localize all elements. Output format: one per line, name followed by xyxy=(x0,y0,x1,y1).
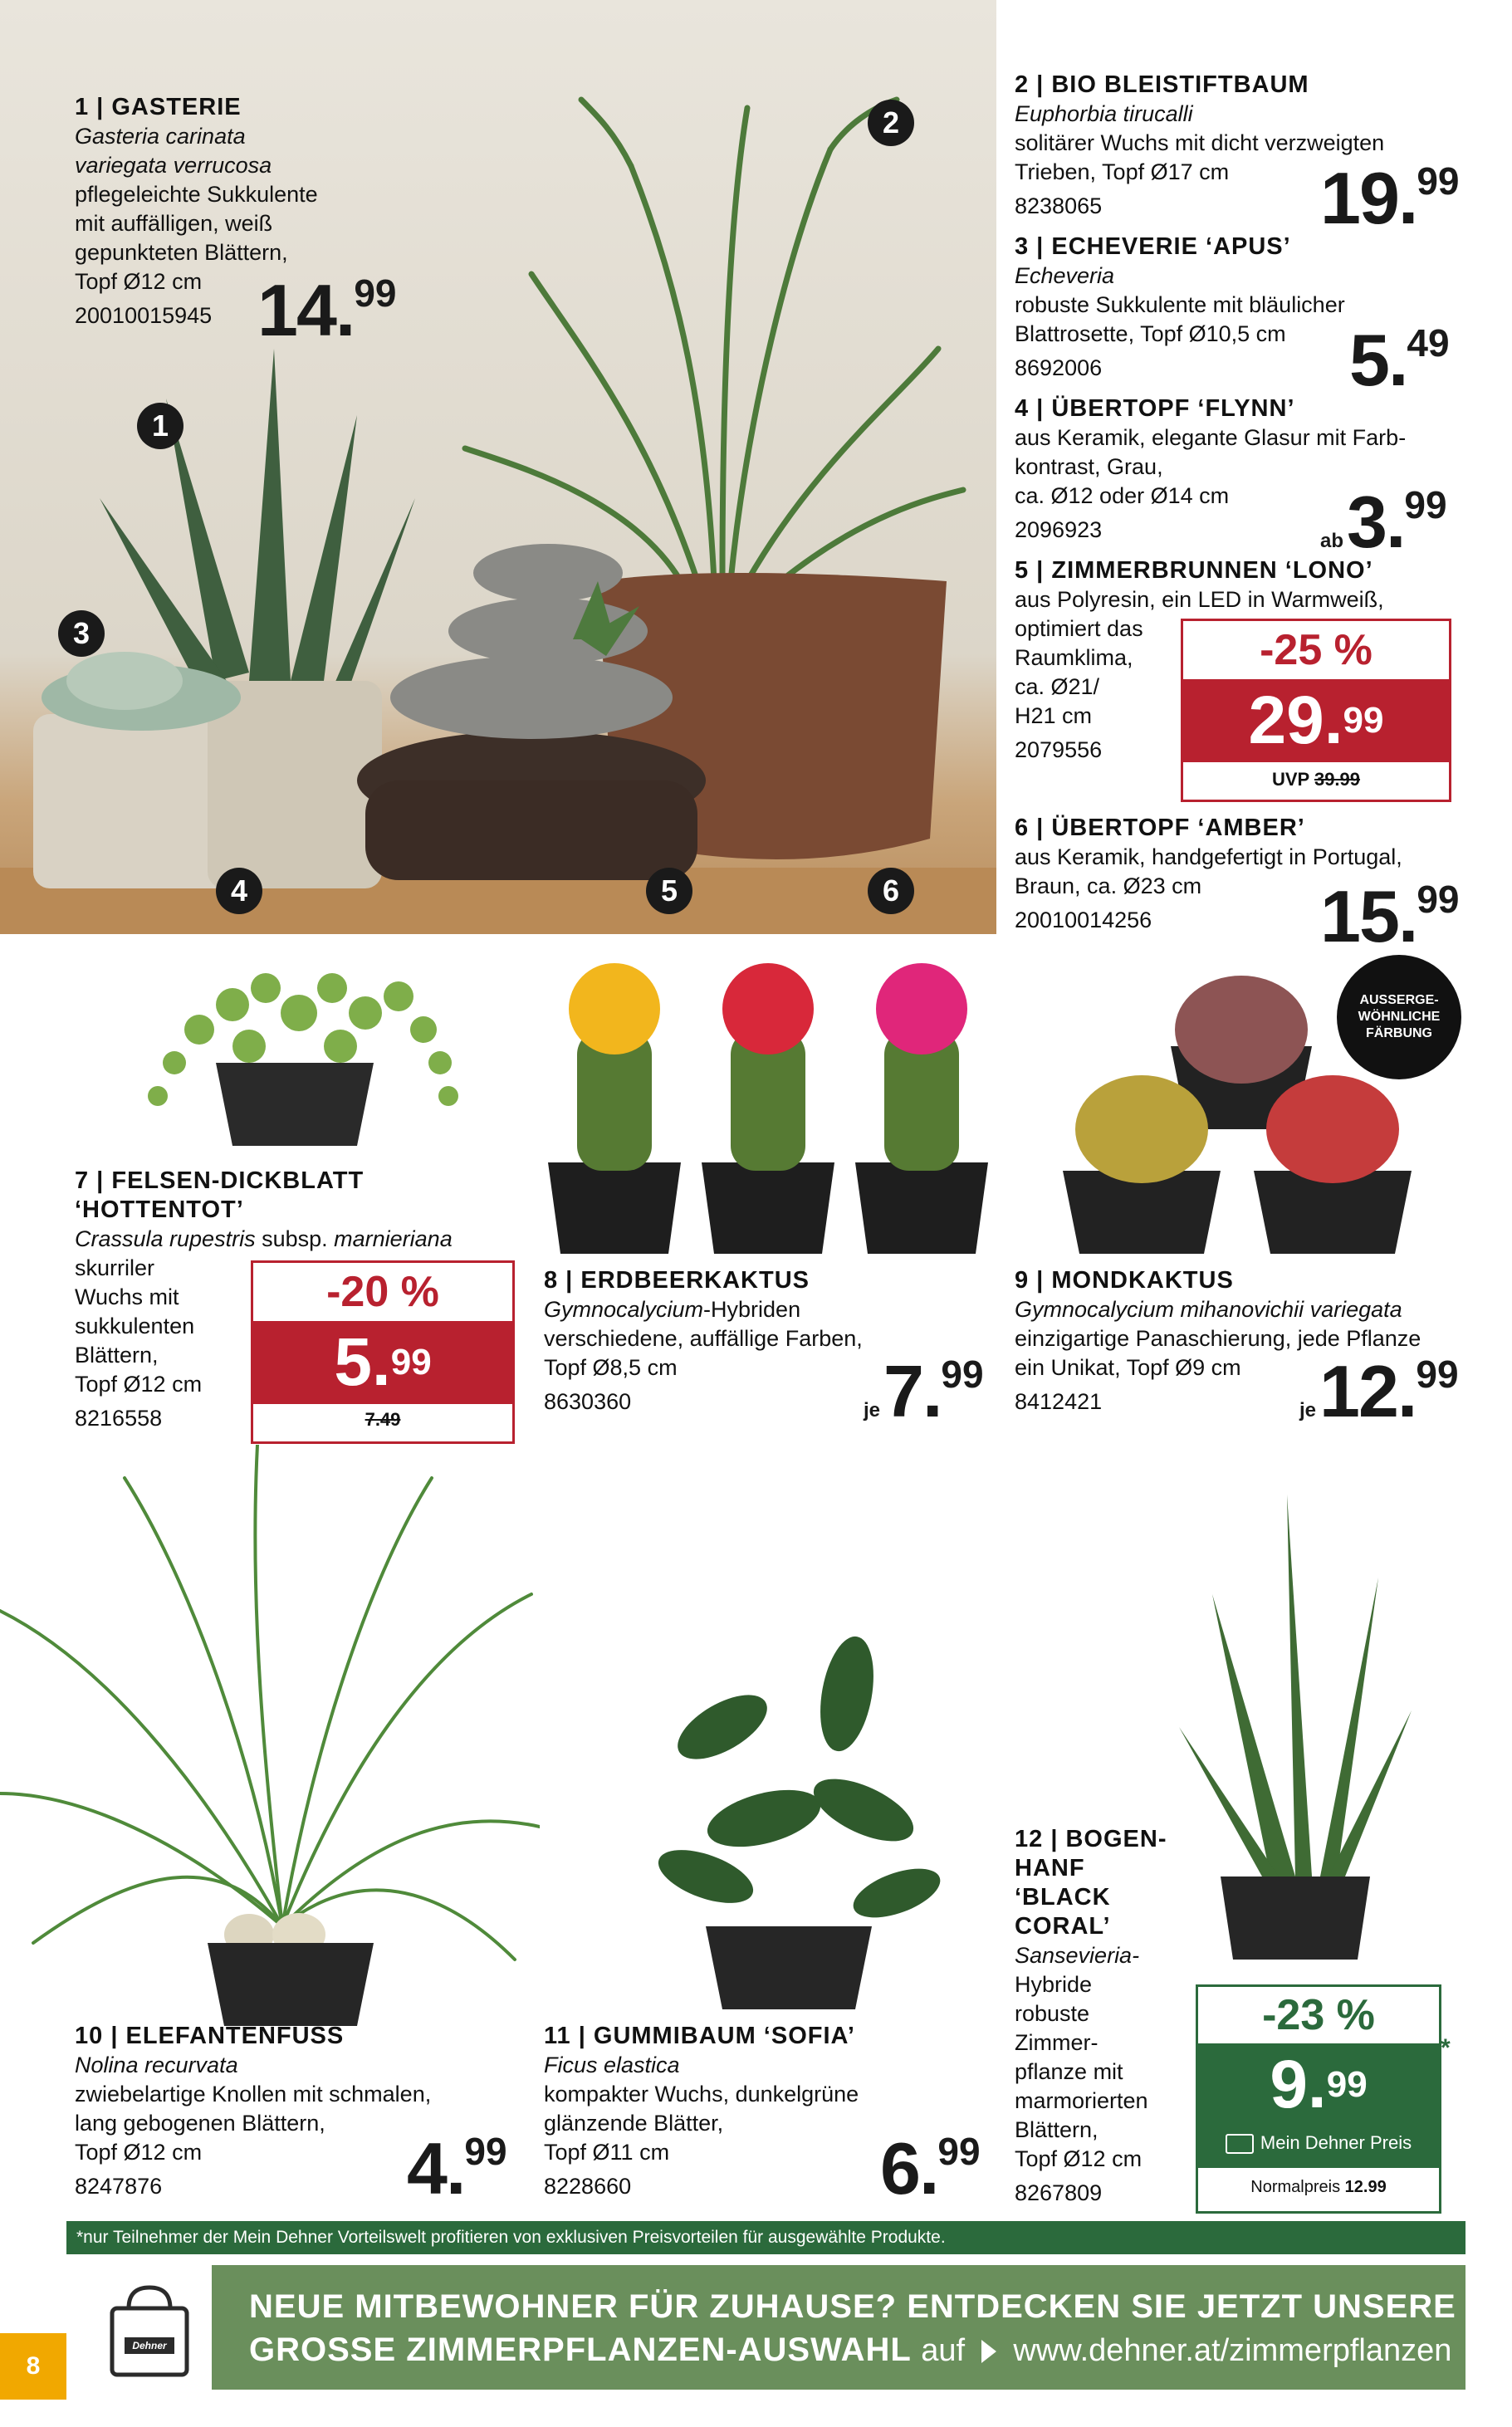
product-latin: Gymnocalycium mihanovichii variegata xyxy=(1015,1297,1402,1322)
product-desc: aus Keramik, handgefertigt in Portugal, xyxy=(1015,844,1402,869)
product-article: 20010014256 xyxy=(1015,908,1152,932)
product-desc: solitärer Wuchs mit dicht verzweigten xyxy=(1015,130,1385,155)
footnote: *nur Teilnehmer der Mein Dehner Vorteilswelt profitieren von exklusiven Preisvorteilen für ausgewählte Produkte. xyxy=(66,2221,1466,2254)
product-title: HANF xyxy=(1015,1855,1085,1881)
product-desc: robuste xyxy=(1015,2001,1090,2026)
product-desc: Topf Ø12 cm xyxy=(1015,2146,1143,2171)
product-desc: Topf Ø12 cm xyxy=(75,2140,203,2165)
photo-crassula xyxy=(125,938,473,1154)
product-desc: skurriler xyxy=(75,1255,155,1280)
product-latin: Echeveria xyxy=(1015,263,1115,288)
product-desc: kompakter Wuchs, dunkelgrüne xyxy=(544,2082,859,2106)
product-desc: Raumklima, xyxy=(1015,645,1133,670)
product-2-price: 19.99 xyxy=(1320,157,1460,239)
product-latin: Gasteria carinata xyxy=(75,124,246,149)
product-title: 8 | ERDBEERKAKTUS xyxy=(544,1267,810,1294)
product-desc: Wuchs mit xyxy=(75,1284,179,1309)
product-11-price: 6.99 xyxy=(880,2127,981,2209)
member-price: 9.99 Mein Dehner Preis xyxy=(1198,2043,1439,2168)
product-title: 12 | BOGEN- xyxy=(1015,1826,1167,1852)
product-12-member-price-box xyxy=(1196,1984,1441,2214)
product-desc: lang gebogenen Blättern, xyxy=(75,2111,325,2136)
product-9-price: je12.99 xyxy=(1299,1350,1459,1432)
member-label: Mein Dehner Preis xyxy=(1198,2126,1439,2160)
product-4-price: ab3.99 xyxy=(1320,481,1447,563)
product-title: 4 | ÜBERTOPF ‘FLYNN’ xyxy=(1015,395,1295,422)
discount-price: 5.99 xyxy=(253,1321,512,1404)
product-title: 6 | ÜBERTOPF ‘AMBER’ xyxy=(1015,815,1305,841)
product-desc: kontrast, Grau, xyxy=(1015,454,1163,479)
product-desc: gepunkteten Blättern, xyxy=(75,240,288,265)
discount-percent: -20 % xyxy=(326,1268,439,1316)
hero-badge-1: 1 xyxy=(137,403,183,449)
product-article: 8238065 xyxy=(1015,193,1103,218)
product-desc: pflanze mit xyxy=(1015,2059,1123,2084)
product-latin-line: Gymnocalycium-Hybriden xyxy=(544,1297,801,1322)
product-desc: H21 cm xyxy=(1015,703,1093,728)
hero-badge-6: 6 xyxy=(868,868,914,914)
normal-price: Normalpreis 12.99 xyxy=(1250,2178,1387,2196)
product-3-price: 5.49 xyxy=(1349,319,1450,401)
product-desc: verschiedene, auffällige Farben, xyxy=(544,1326,863,1351)
photo-nolina xyxy=(0,1445,540,2026)
product-8-price: je7.99 xyxy=(864,1350,984,1432)
product-title: ‘HOTTENTOT’ xyxy=(75,1196,244,1223)
product-7-discount-box xyxy=(251,1260,515,1444)
product-title: 7 | FELSEN-DICKBLATT xyxy=(75,1167,365,1194)
product-title: ‘BLACK xyxy=(1015,1884,1111,1911)
discount-price: 29.99 xyxy=(1183,679,1449,762)
product-desc: ca. Ø21/ xyxy=(1015,674,1100,699)
product-article: 8228660 xyxy=(544,2174,632,2199)
dehner-logo: Dehner xyxy=(132,2340,167,2351)
product-desc: optimiert das xyxy=(1015,616,1143,641)
product-article: 8692006 xyxy=(1015,355,1103,380)
product-desc: aus Polyresin, ein LED in Warmweiß, xyxy=(1015,587,1384,612)
product-desc: mit auffälligen, weiß xyxy=(75,211,273,236)
product-article: 8216558 xyxy=(75,1406,163,1431)
product-desc: ein Unikat, Topf Ø9 cm xyxy=(1015,1355,1241,1380)
product-article: 2096923 xyxy=(1015,517,1103,542)
product-latin: Nolina recurvata xyxy=(75,2053,238,2077)
arrow-right-icon xyxy=(981,2340,996,2363)
product-desc: zwiebelartige Knollen mit schmalen, xyxy=(75,2082,432,2106)
product-title: 1 | GASTERIE xyxy=(75,94,242,120)
product-1-price: 14.99 xyxy=(257,269,397,351)
product-title: 9 | MONDKAKTUS xyxy=(1015,1267,1234,1294)
uvp-line: UVP 39.99 xyxy=(1271,769,1361,790)
hero-badge-5: 5 xyxy=(646,868,692,914)
hero-badge-4: 4 xyxy=(216,868,262,914)
product-6-price: 15.99 xyxy=(1320,875,1460,957)
product-desc: Topf Ø12 cm xyxy=(75,269,203,294)
product-article: 2079556 xyxy=(1015,737,1103,762)
product-title: 10 | ELEFANTENFUSS xyxy=(75,2023,345,2049)
product-desc: Topf Ø12 cm xyxy=(75,1372,203,1397)
hero-badge-2: 2 xyxy=(868,100,914,146)
product-latin: Euphorbia tirucalli xyxy=(1015,101,1193,126)
product-desc: marmorierten xyxy=(1015,2088,1148,2113)
cta-text: NEUE MITBEWOHNER FÜR ZUHAUSE? ENTDECKEN SIE JETZT UNSERE GROSSE ZIMMERPFLANZEN-AUSWAHL auf www.dehner.at/zimmerpflanzen xyxy=(249,2288,1456,2368)
member-card-icon xyxy=(1226,2134,1254,2154)
product-desc: Topf Ø11 cm xyxy=(544,2140,670,2165)
product-desc: Blattrosette, Topf Ø10,5 cm xyxy=(1015,321,1286,346)
product-desc: Blättern, xyxy=(1015,2117,1099,2142)
product-desc: glänzende Blätter, xyxy=(544,2111,724,2136)
product-desc: aus Keramik, elegante Glasur mit Farb- xyxy=(1015,425,1407,450)
product-article: 8267809 xyxy=(1015,2180,1103,2205)
product-title: CORAL’ xyxy=(1015,1913,1111,1940)
hero-badge-3: 3 xyxy=(58,610,105,657)
product-desc: Trieben, Topf Ø17 cm xyxy=(1015,159,1230,184)
product-latin-line: Crassula rupestris subsp. marnieriana xyxy=(75,1226,453,1251)
page-number: 8 xyxy=(0,2333,66,2400)
product-desc: Topf Ø8,5 cm xyxy=(544,1355,678,1380)
product-10-price: 4.99 xyxy=(407,2127,507,2209)
product-latin: variegata verrucosa xyxy=(75,153,272,178)
photo-strawberry-cactus xyxy=(540,938,1005,1254)
product-article: 8412421 xyxy=(1015,1389,1103,1414)
member-asterisk: * xyxy=(1441,2034,1451,2062)
product-latin-2: Hybride xyxy=(1015,1972,1093,1997)
product-5-discount-box xyxy=(1181,619,1451,802)
product-12 xyxy=(1015,1825,1197,2208)
photo-sansevieria xyxy=(1171,1478,1420,1960)
discount-percent: -25 % xyxy=(1260,626,1373,674)
product-title: 2 | BIO BLEISTIFTBAUM xyxy=(1015,71,1309,98)
website-link[interactable]: www.dehner.at/zimmerpflanzen xyxy=(1013,2333,1452,2368)
photo-moon-cactus xyxy=(1038,971,1445,1254)
discount-percent: -23 % xyxy=(1262,1991,1375,2039)
product-title: 5 | ZIMMERBRUNNEN ‘LONO’ xyxy=(1015,557,1373,584)
product-desc: sukkulenten xyxy=(75,1314,195,1338)
shopping-bag-icon xyxy=(100,2279,199,2379)
product-desc: Braun, ca. Ø23 cm xyxy=(1015,873,1202,898)
product-title: 11 | GUMMIBAUM ‘SOFIA’ xyxy=(544,2023,855,2049)
product-article: 20010015945 xyxy=(75,303,213,328)
product-desc: einzigartige Panaschierung, jede Pflanze xyxy=(1015,1326,1421,1351)
product-desc: robuste Sukkulente mit bläulicher xyxy=(1015,292,1345,317)
product-desc: pflegeleichte Sukkulente xyxy=(75,182,318,207)
product-title: 3 | ECHEVERIE ‘APUS’ xyxy=(1015,233,1291,260)
product-desc: Zimmer- xyxy=(1015,2030,1099,2055)
old-price: 7.49 xyxy=(365,1409,401,1430)
photo-ficus xyxy=(598,1627,980,2009)
product-latin: Ficus elastica xyxy=(544,2053,680,2077)
product-article: 8247876 xyxy=(75,2174,163,2199)
product-desc: ca. Ø12 oder Ø14 cm xyxy=(1015,483,1230,508)
product-latin: Sansevieria- xyxy=(1015,1943,1140,1968)
product-article: 8630360 xyxy=(544,1389,632,1414)
unusual-color-badge: AUSSERGE- WÖHNLICHE FÄRBUNG xyxy=(1337,955,1461,1079)
product-desc: Blättern, xyxy=(75,1343,159,1368)
